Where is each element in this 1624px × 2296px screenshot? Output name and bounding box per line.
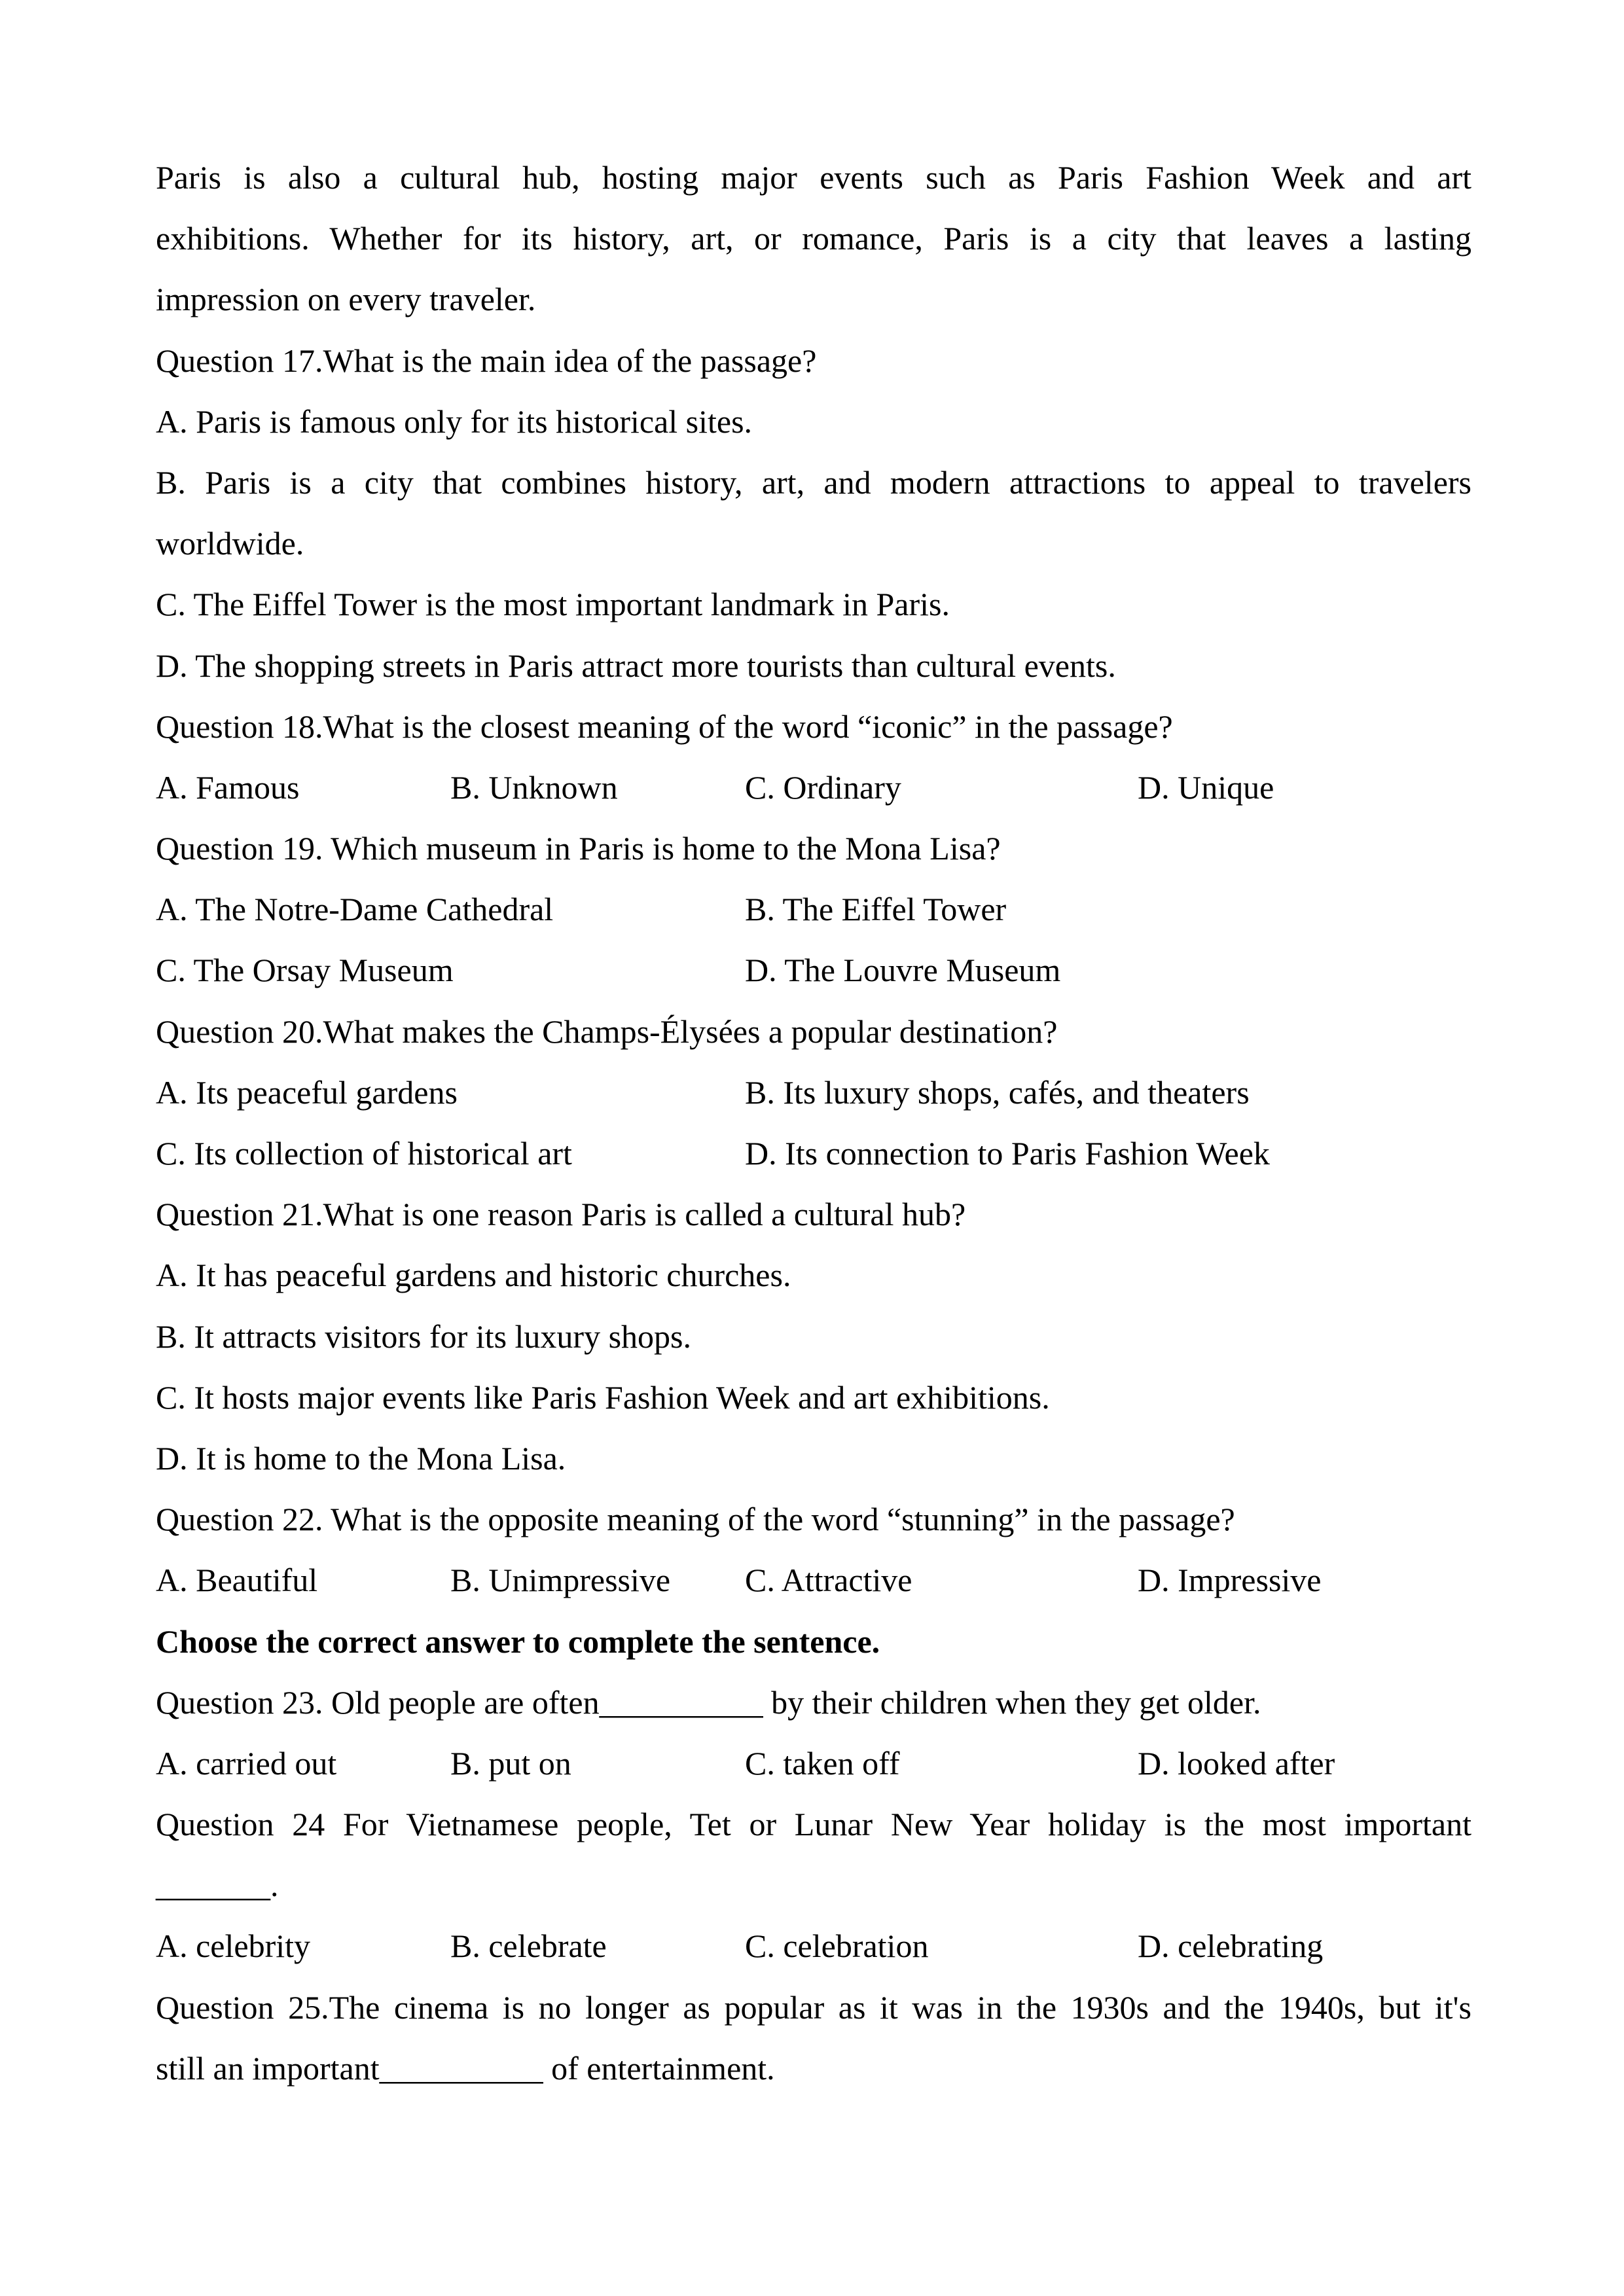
q19-option-c: C. The Orsay Museum bbox=[156, 952, 454, 989]
q22-option-c: C. Attractive bbox=[745, 1562, 912, 1599]
q17-option-d: D. The shopping streets in Paris attract more tourists than cultural events. bbox=[156, 647, 1116, 684]
question-24-line-1: Question 24 For Vietnamese people, Tet or Lunar New Year holiday is the most important bbox=[156, 1806, 1471, 1843]
q19-options-row-2 bbox=[156, 940, 1471, 1001]
question-19: Question 19. Which museum in Paris is home to the Mona Lisa? bbox=[156, 830, 1001, 867]
passage-line-2: exhibitions. Whether for its history, art, or romance, Paris is a city that leaves a lasting bbox=[156, 220, 1471, 257]
q23-options bbox=[156, 1733, 1471, 1794]
question-20: Question 20.What makes the Champs-Élysées a popular destination? bbox=[156, 1013, 1058, 1050]
q21-option-a: A. It has peaceful gardens and historic churches. bbox=[156, 1257, 791, 1294]
section-heading: Choose the correct answer to complete the sentence. bbox=[156, 1623, 880, 1660]
q22-options bbox=[156, 1550, 1471, 1611]
q22-option-a: A. Beautiful bbox=[156, 1562, 318, 1599]
q20-option-b: B. Its luxury shops, cafés, and theaters bbox=[745, 1073, 1250, 1111]
q18-option-d: D. Unique bbox=[1138, 768, 1274, 806]
question-22: Question 22. What is the opposite meaning of the word “stunning” in the passage? bbox=[156, 1501, 1235, 1538]
document-page bbox=[156, 147, 1471, 2099]
question-25-line-2: still an important__________ of entertainment. bbox=[156, 2049, 775, 2087]
q20-options-row-1 bbox=[156, 1062, 1471, 1123]
q17-option-c: C. The Eiffel Tower is the most important landmark in Paris. bbox=[156, 586, 950, 623]
q18-option-b: B. Unknown bbox=[450, 768, 618, 806]
q24-option-b: B. celebrate bbox=[450, 1928, 607, 1965]
q22-option-d: D. Impressive bbox=[1138, 1562, 1322, 1599]
q19-option-d: D. The Louvre Museum bbox=[745, 952, 1061, 989]
question-21: Question 21.What is one reason Paris is called a cultural hub? bbox=[156, 1196, 966, 1233]
question-18: Question 18.What is the closest meaning of the word “iconic” in the passage? bbox=[156, 708, 1173, 745]
q19-options-row-1 bbox=[156, 879, 1471, 940]
question-17: Question 17.What is the main idea of the passage? bbox=[156, 342, 817, 379]
q17-option-a: A. Paris is famous only for its historical sites. bbox=[156, 403, 753, 440]
q18-options bbox=[156, 757, 1471, 818]
passage-line-1: Paris is also a cultural hub, hosting major events such as Paris Fashion Week and art bbox=[156, 159, 1471, 196]
q20-option-d: D. Its connection to Paris Fashion Week bbox=[745, 1135, 1270, 1172]
q19-option-a: A. The Notre-Dame Cathedral bbox=[156, 891, 554, 928]
q22-option-b: B. Unimpressive bbox=[450, 1562, 671, 1599]
q20-option-a: A. Its peaceful gardens bbox=[156, 1073, 458, 1111]
q17-option-b-line-2: worldwide. bbox=[156, 525, 304, 562]
q19-option-b: B. The Eiffel Tower bbox=[745, 891, 1007, 928]
q21-option-d: D. It is home to the Mona Lisa. bbox=[156, 1439, 566, 1477]
passage-line-3: impression on every traveler. bbox=[156, 281, 536, 318]
q24-option-d: D. celebrating bbox=[1138, 1928, 1324, 1965]
q23-option-b: B. put on bbox=[450, 1744, 571, 1782]
q24-option-c: C. celebration bbox=[745, 1928, 929, 1965]
q23-option-d: D. looked after bbox=[1138, 1744, 1335, 1782]
q23-option-c: C. taken off bbox=[745, 1744, 900, 1782]
q18-option-a: A. Famous bbox=[156, 768, 300, 806]
q20-options-row-2 bbox=[156, 1123, 1471, 1184]
q18-option-c: C. Ordinary bbox=[745, 768, 901, 806]
question-24-line-2: _______. bbox=[156, 1867, 279, 1904]
q24-option-a: A. celebrity bbox=[156, 1928, 311, 1965]
q21-option-b: B. It attracts visitors for its luxury shops. bbox=[156, 1318, 691, 1355]
q20-option-c: C. Its collection of historical art bbox=[156, 1135, 572, 1172]
q21-option-c: C. It hosts major events like Paris Fashion Week and art exhibitions. bbox=[156, 1378, 1050, 1416]
question-25-line-1: Question 25.The cinema is no longer as popular as it was in the 1930s and the 1940s, but it's bbox=[156, 1988, 1471, 2026]
q17-option-b-line-1: B. Paris is a city that combines history, art, and modern attractions to appeal to travelers bbox=[156, 463, 1471, 501]
q23-option-a: A. carried out bbox=[156, 1744, 337, 1782]
q24-options bbox=[156, 1916, 1471, 1977]
question-23: Question 23. Old people are often__________ by their children when they get older. bbox=[156, 1683, 1261, 1721]
